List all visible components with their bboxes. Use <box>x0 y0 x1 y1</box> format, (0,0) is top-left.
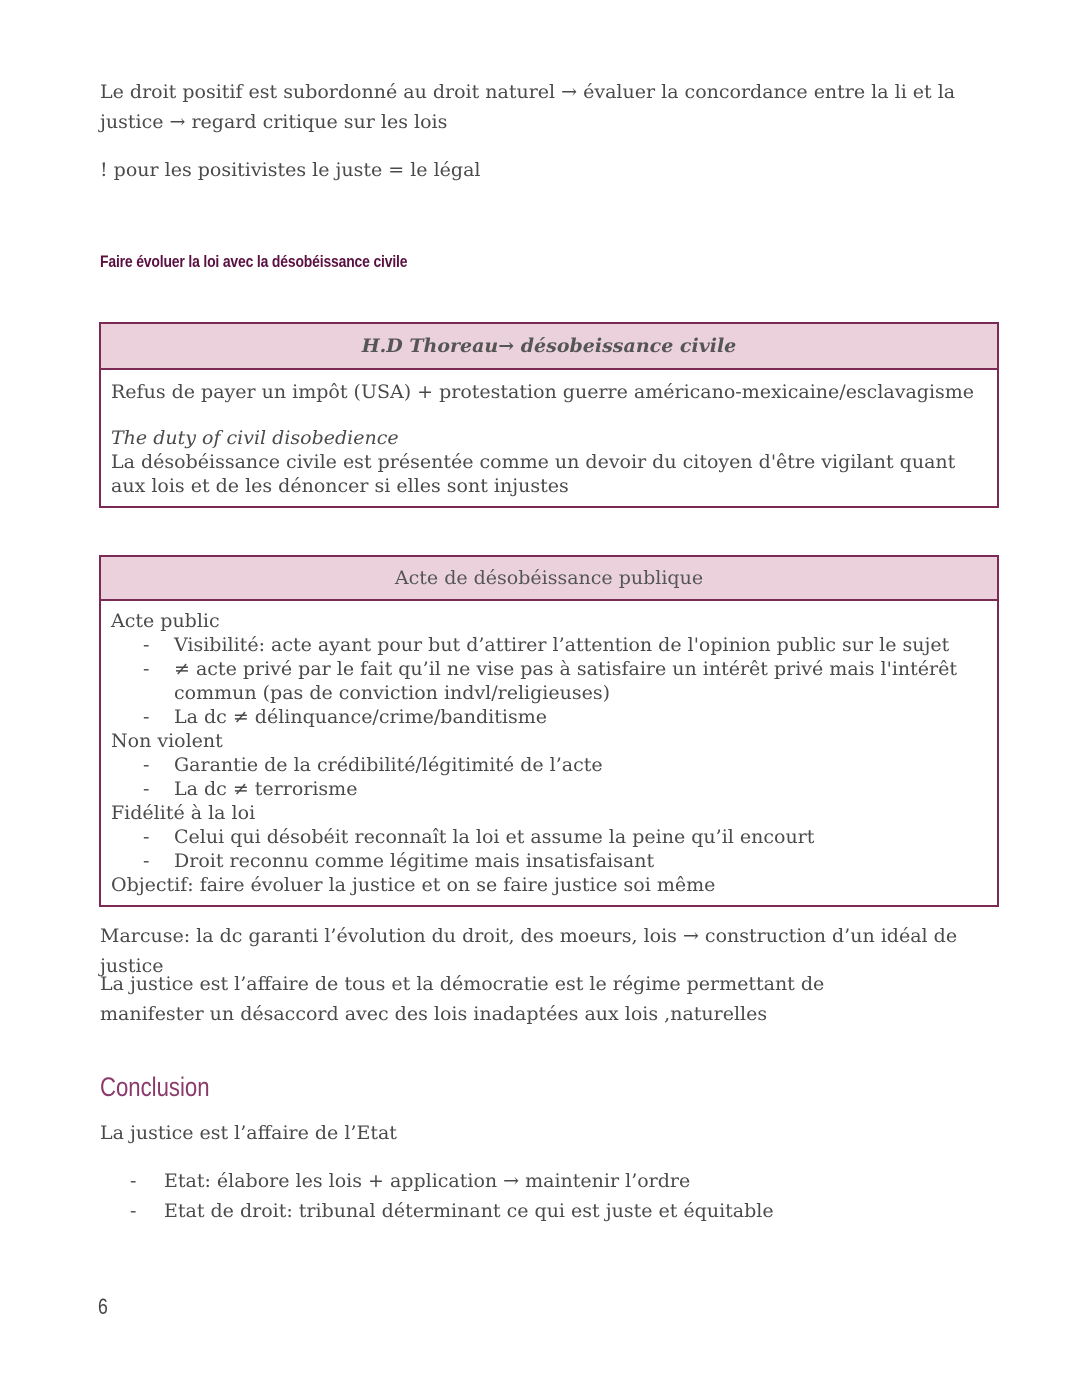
group-list <box>111 753 987 801</box>
group-list <box>111 825 987 873</box>
thoreau-work-title: The duty of civil disobedience <box>111 427 399 449</box>
thoreau-box-body <box>101 370 997 498</box>
list-item: - ≠ acte privé par le fait qu’il ne vise pas à satisfaire un intérêt privé mais l'intérêt commun (pas de conviction indvl/religieuses) <box>111 657 987 705</box>
thoreau-description: La désobéissance civile est présentée comme un devoir du citoyen d'être vigilant quant aux lois et de les dénoncer si elles sont injustes <box>111 451 956 497</box>
list-item: - La dc ≠ terrorisme <box>111 777 987 801</box>
intro-paragraph: Le droit positif est subordonné au droit naturel → évaluer la concordance entre la li et la justice → regard critique sur les lois <box>100 81 956 133</box>
positivist-note: ! pour les positivistes le juste = le légal <box>100 159 481 181</box>
list-item: - Etat de droit: tribunal déterminant ce qui est juste et équitable <box>100 1196 1000 1226</box>
group-title: Non violent <box>111 730 223 752</box>
list-item: - Droit reconnu comme légitime mais insatisfaisant <box>111 849 987 873</box>
page-number: 6 <box>98 1294 108 1319</box>
group-title: Acte public <box>111 610 220 632</box>
section-title: Faire évoluer la loi avec la désobéissance civile <box>100 252 408 271</box>
public-disobedience-header: Acte de désobéissance publique <box>101 557 997 601</box>
thoreau-tax-refusal: Refus de payer un impôt (USA) + protestation guerre américano-mexicaine/esclavagisme <box>111 381 975 403</box>
thoreau-box <box>99 322 999 508</box>
democracy-paragraph: La justice est l’affaire de tous et la démocratie est le régime permettant de manifester un désaccord avec des lois inadaptées aux lois ,naturelles <box>100 973 825 1025</box>
list-item: - La dc ≠ délinquance/crime/banditisme <box>111 705 987 729</box>
group-list <box>111 633 987 729</box>
public-disobedience-box <box>99 555 999 907</box>
marcuse-paragraph: Marcuse: la dc garanti l’évolution du droit, des moeurs, lois → construction d’un idéal de justice <box>100 925 958 977</box>
list-item: - Garantie de la crédibilité/légitimité de l’acte <box>111 753 987 777</box>
thoreau-box-header: H.D Thoreau→ désobeissance civile <box>101 324 997 370</box>
conclusion-heading: Conclusion <box>100 1072 210 1102</box>
list-item: - Etat: élabore les lois + application → maintenir l’ordre <box>100 1166 1000 1196</box>
conclusion-list <box>100 1166 1000 1226</box>
conclusion-intro: La justice est l’affaire de l’Etat <box>100 1122 397 1144</box>
objective-line: Objectif: faire évoluer la justice et on se faire justice soi même <box>111 874 716 896</box>
list-item: - Celui qui désobéit reconnaît la loi et assume la peine qu’il encourt <box>111 825 987 849</box>
public-disobedience-body <box>101 601 997 897</box>
list-item: - Visibilité: acte ayant pour but d’attirer l’attention de l'opinion public sur le sujet <box>111 633 987 657</box>
group-title: Fidélité à la loi <box>111 802 256 824</box>
